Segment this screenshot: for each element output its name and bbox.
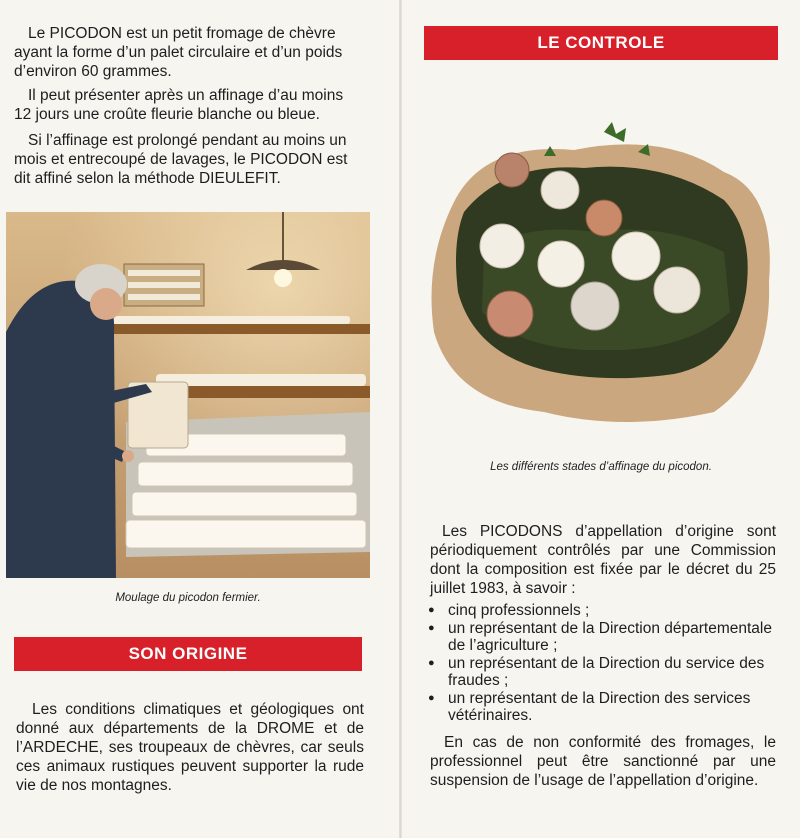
closing-paragraph: En cas de non conformité des fromages, le professionnel peut être sanctionné par une suspension de l’usage de l’appellation d’origine.: [430, 734, 776, 789]
intro-paragraph-2: Il peut présenter après un affinage d’au moins 12 jours une croûte fleurie blanche ou bleue.: [14, 87, 344, 123]
intro-paragraph-1: Le PICODON est un petit fromage de chèvre ayant la forme d’un palet circulaire et d’un poids d’environ 60 grammes.: [14, 25, 343, 80]
cheese-making-illustration: [6, 212, 370, 578]
origin-paragraph: Les conditions climatiques et géologiques ont donné aux départements de la DROME et de l’ARDECHE, ses troupeaux de chèvres, car seuls ces animaux rustiques peuvent supporter la rude vie de nos montagnes.: [16, 701, 364, 794]
page-fold: [399, 0, 402, 838]
cheese-stages-photo: [424, 112, 778, 434]
son-origine-banner: SON ORIGINE: [14, 637, 362, 671]
control-intro-paragraph: Les PICODONS d’appellation d’origine sont périodiquement contrôlés par une Commission dont la composition est fixée par le décret du 25 juillet 1983, à savoir :: [430, 523, 776, 597]
list-item: ● un représentant de la Direction des services vétérinaires.: [428, 690, 778, 725]
commission-members-list: [428, 602, 778, 725]
list-item: ● cinq professionnels ;: [428, 602, 778, 620]
right-photo-caption: Les différents stades d’affinage du picodon.: [490, 461, 712, 473]
le-controle-banner: LE CONTROLE: [424, 26, 778, 60]
cheese-making-photo: [6, 212, 370, 578]
list-item: ● un représentant de la Direction départementale de l’agriculture ;: [428, 620, 778, 655]
intro-paragraph-3: Si l’affinage est prolongé pendant au moins un mois et entrecoupé de lavages, le PICODON est dit affiné selon la méthode DIEULEFIT.: [14, 132, 348, 187]
list-item: ● un représentant de la Direction du service des fraudes ;: [428, 655, 778, 690]
left-photo-caption: Moulage du picodon fermier.: [115, 592, 261, 604]
cheese-stages-illustration: [424, 112, 778, 434]
